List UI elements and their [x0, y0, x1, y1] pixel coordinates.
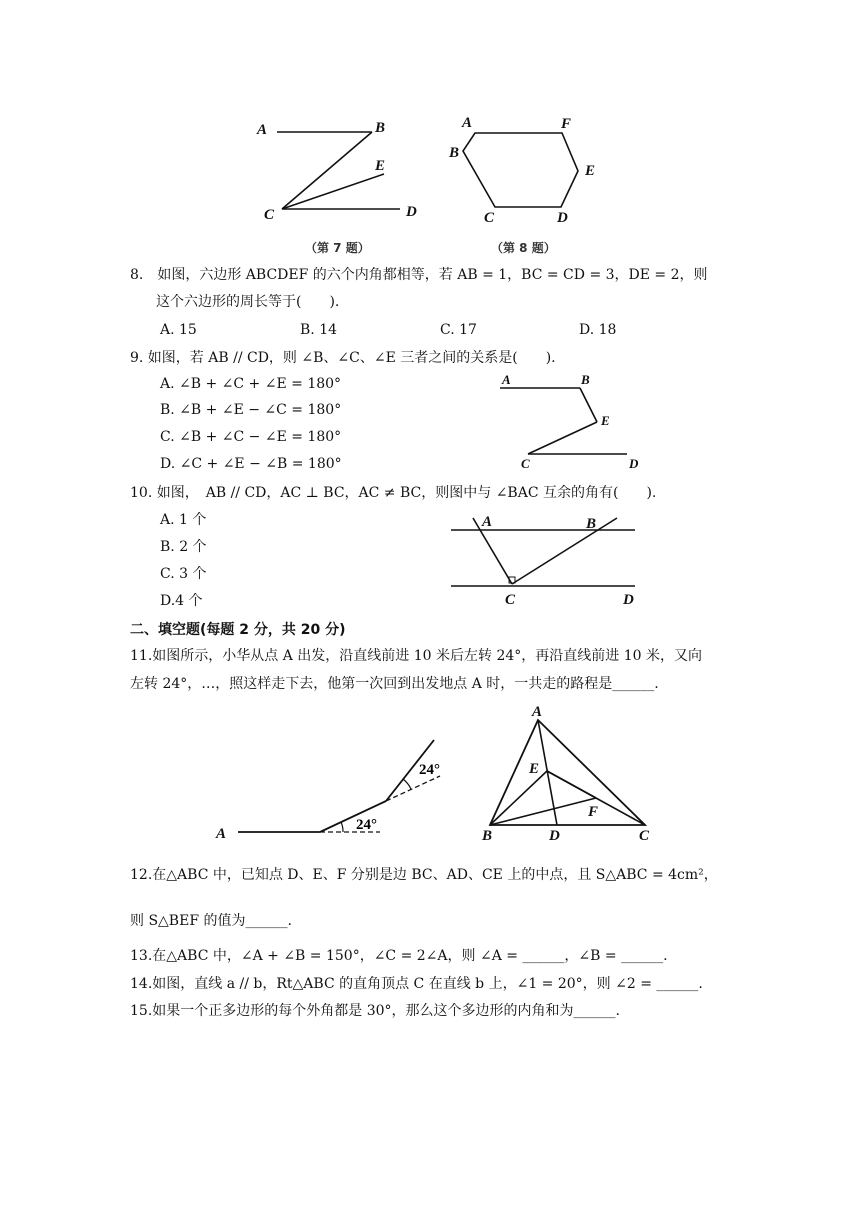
q10-stem: 10. 如图， AB // CD，AC ⊥ BC，AC ≠ BC，则图中与 ∠BAC 互余的角有( ).: [130, 485, 657, 501]
q10-option-c[interactable]: C. 3 个: [160, 566, 207, 582]
fig8-label-d: D: [557, 210, 568, 226]
fig11-label-a: A: [216, 826, 227, 842]
fig7-label-c: C: [264, 207, 275, 223]
q8-option-d[interactable]: D. 18: [579, 322, 617, 338]
q10-option-a[interactable]: A. 1 个: [160, 512, 207, 528]
fig9-label-d: D: [629, 456, 639, 471]
q12-line-1: 12.在△ABC 中，已知点 D、E、F 分别是边 BC、AD、CE 上的中点，且 S△ABC = 4cm²，: [130, 867, 718, 883]
q9-option-d[interactable]: D. ∠C + ∠E − ∠B = 180°: [160, 456, 342, 472]
q10-option-b[interactable]: B. 2 个: [160, 539, 207, 555]
figure-10: [445, 508, 645, 608]
fig7-caption: （第 7 题）: [305, 241, 370, 255]
fig7-label-b: B: [375, 120, 386, 136]
fig11-angle-2: 24°: [419, 762, 440, 778]
fig8-label-f: F: [561, 116, 572, 132]
fig8-label-c: C: [484, 210, 495, 226]
fig9-label-e: E: [601, 413, 610, 428]
fig12-label-c: C: [639, 828, 650, 844]
q9-option-a[interactable]: A. ∠B + ∠C + ∠E = 180°: [160, 376, 342, 392]
fig11-angle-1: 24°: [356, 817, 377, 833]
fig9-label-c: C: [521, 456, 530, 471]
fig9-label-a: A: [502, 372, 511, 387]
fig12-label-b: B: [482, 828, 493, 844]
q14-text: 14.如图，直线 a // b，Rt△ABC 的直角顶点 C 在直线 b 上，∠1 = 20°，则 ∠2 = ______.: [130, 976, 703, 992]
figure-9: [495, 370, 655, 475]
fig8-label-a: A: [462, 115, 473, 131]
section-title-fill-blank: 二、填空题(每题 2 分，共 20 分): [130, 622, 346, 638]
fig9-label-b: B: [581, 372, 590, 387]
q12-line-2: 则 S△BEF 的值为______.: [130, 913, 292, 929]
figure-8: [445, 112, 615, 257]
figure-7: [250, 112, 430, 257]
fig8-label-b: B: [449, 145, 460, 161]
fig8-caption: （第 8 题）: [491, 241, 556, 255]
q9-option-c[interactable]: C. ∠B + ∠C − ∠E = 180°: [160, 429, 342, 445]
fig12-label-f: F: [588, 804, 599, 820]
fig12-label-d: D: [549, 828, 560, 844]
q8-option-c[interactable]: C. 17: [440, 322, 477, 338]
fig10-label-a: A: [482, 514, 493, 530]
q9-stem: 9. 如图，若 AB // CD，则 ∠B、∠C、∠E 三者之间的关系是( ).: [130, 350, 556, 366]
q10-option-d[interactable]: D.4 个: [160, 593, 203, 609]
fig10-label-c: C: [505, 592, 516, 608]
q8-line-1: 8. 如图，六边形 ABCDEF 的六个内角都相等，若 AB = 1，BC = CD = 3，DE = 2，则: [130, 267, 708, 283]
fig7-label-a: A: [257, 122, 268, 138]
q8-option-a[interactable]: A. 15: [160, 322, 197, 338]
figure-11: [210, 735, 450, 845]
fig12-label-a: A: [532, 704, 543, 720]
fig7-label-d: D: [406, 204, 417, 220]
q9-option-b[interactable]: B. ∠B + ∠E − ∠C = 180°: [160, 402, 342, 418]
q11-line-2: 左转 24°，…，照这样走下去，他第一次回到出发地点 A 时，一共走的路程是______.: [130, 676, 659, 692]
q15-text: 15.如果一个正多边形的每个外角都是 30°，那么这个多边形的内角和为______.: [130, 1003, 620, 1019]
q13-text: 13.在△ABC 中，∠A + ∠B = 150°，∠C = 2∠A，则 ∠A = ______，∠B = ______.: [130, 948, 668, 964]
fig8-label-e: E: [585, 163, 596, 179]
q11-line-1: 11.如图所示，小华从点 A 出发，沿直线前进 10 米后左转 24°，再沿直线前进 10 米，又向: [130, 648, 702, 664]
q8-option-b[interactable]: B. 14: [300, 322, 338, 338]
fig10-label-d: D: [623, 592, 634, 608]
fig12-label-e: E: [529, 761, 540, 777]
figure-12: [475, 700, 665, 850]
q8-line-2: 这个六边形的周长等于( ).: [156, 294, 340, 310]
fig7-label-e: E: [375, 158, 386, 174]
fig10-label-b: B: [586, 516, 597, 532]
